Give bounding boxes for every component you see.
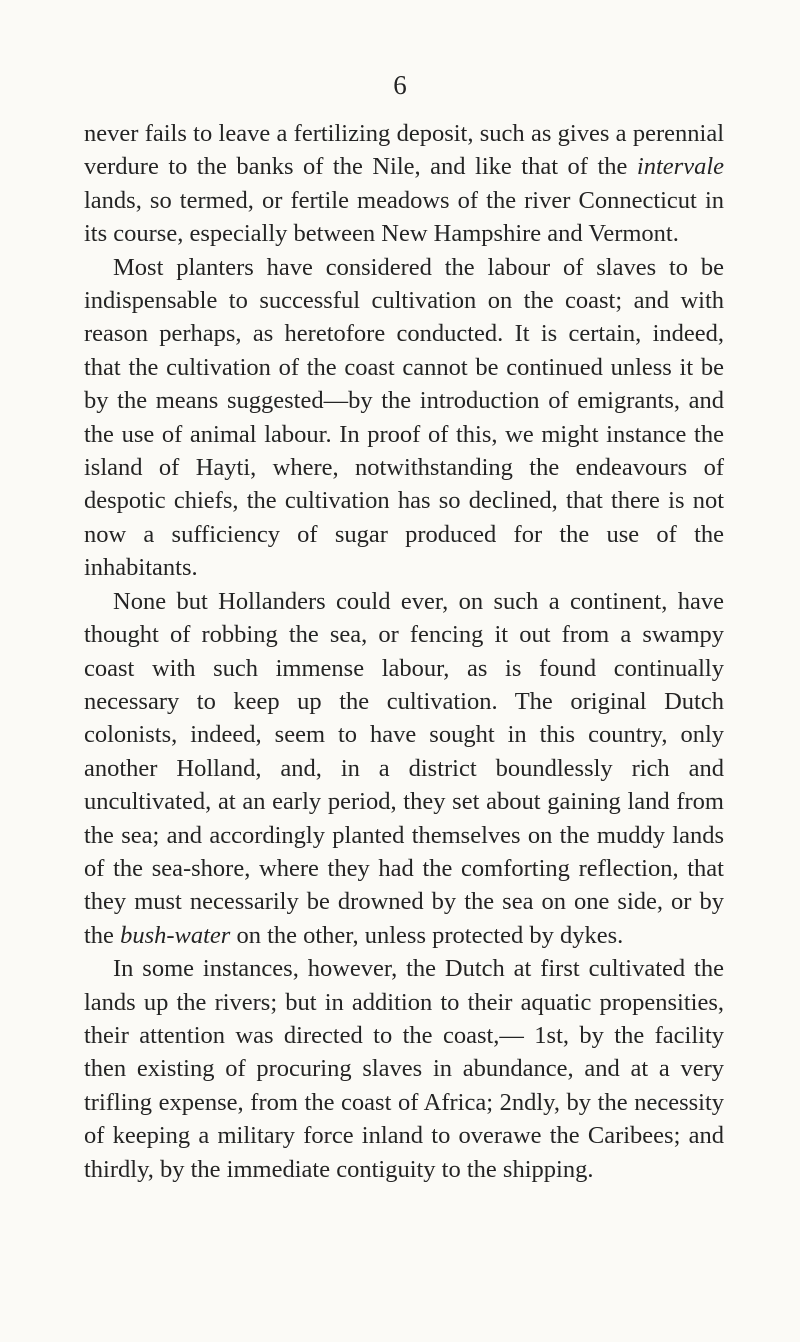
italic-term: bush-water <box>120 921 231 949</box>
paragraph-text: None but Hollanders could ever, on such a continent, have thought of robbing the sea, or fencing it out from a swampy coast with such immense labour, as is found continually necessary to keep up the cultivation. The original Dutch colonists, indeed, seem to have sought in this country, only another Holland, and, in a district boundlessly rich and uncultivated, at an early period, they set about gaining land from the sea; and accordingly planted themselves on the muddy lands of the sea-shore, where they had the comforting reflection, that they must necessarily be drowned by the sea on one side, or by the <box>84 587 724 949</box>
italic-term: intervale <box>636 153 724 181</box>
paragraph-slave-labour: Most planters have considered the labour of slaves to be indispensable to successful cultivation on the coast; and with reason perhaps, as heretofore conducted. It is certain, indeed, that the cultivation of the coast cannot be continued unless it be by the means suggested—by the introduction of emigrants, and the use of animal labour. In proof of this, we might instance the island of Hayti, where, notwithstanding the endeavours of despotic chiefs, the cultivation has so declined, that there is not now a sufficiency of sugar produced for the use of the inhabitants. <box>84 253 724 582</box>
page-number: 6 <box>393 70 407 100</box>
paragraph-text: lands, so termed, or fertile meadows of the river Connecticut in its course, especially between New Hampshire and Vermont. <box>84 186 724 248</box>
paragraph-text: never fails to leave a fertilizing deposit, such as gives a perennial verdure to the banks of the Nile, and like that of the <box>84 120 724 181</box>
paragraph-hollanders <box>84 585 724 952</box>
paragraph-dutch-rivers: In some instances, however, the Dutch at first cultivated the lands up the rivers; but in addition to their aquatic propensities, their attention was directed to the coast,— 1st, by the facility then existing of procuring slaves in abundance, and at a very trifling expense, from the coast of Africa; 2ndly, by the necessity of keeping a military force inland to overawe the Caribees; and thirdly, by the immediate contiguity to the shipping. <box>84 955 724 1183</box>
body-text <box>84 117 724 1186</box>
paragraph-nile-deposit <box>84 117 724 251</box>
paragraph-text: on the other, unless protected by dykes. <box>230 921 624 949</box>
